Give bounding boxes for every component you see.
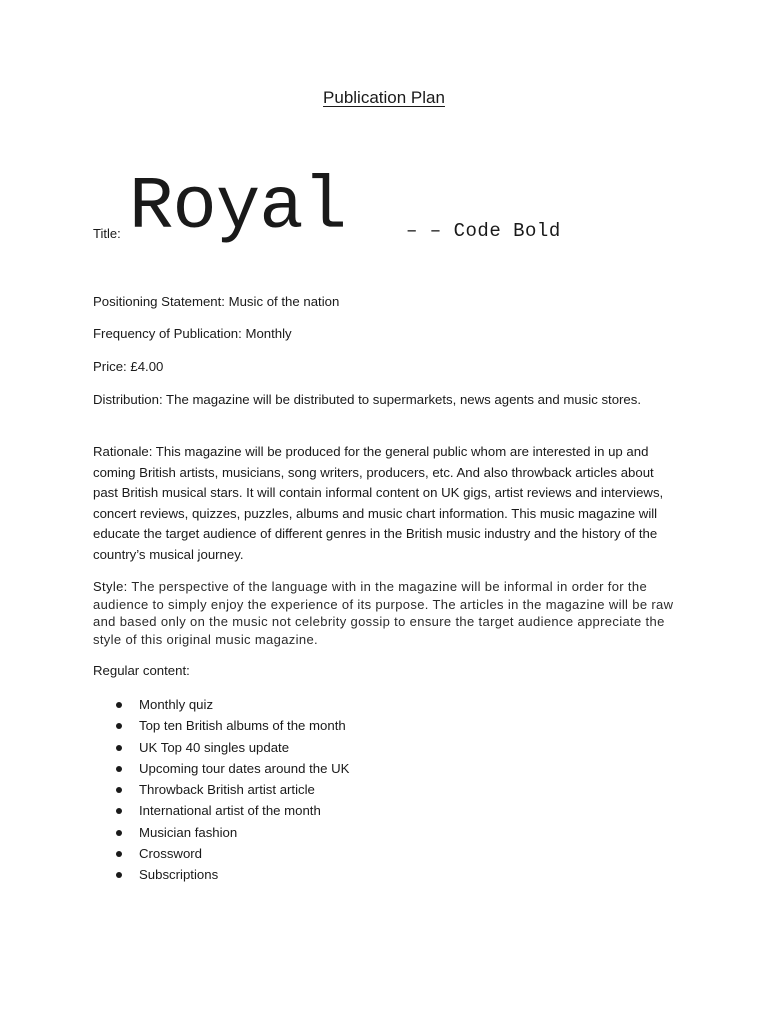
list-item: Throwback British artist article	[112, 779, 349, 800]
regular-content-list	[112, 694, 349, 886]
style-label: Style:	[93, 579, 128, 594]
bullet-icon	[116, 851, 122, 857]
publication-frequency: Frequency of Publication: Monthly	[93, 326, 292, 341]
regular-content-label: Regular content:	[93, 663, 190, 678]
list-item: UK Top 40 singles update	[112, 737, 349, 758]
list-item: International artist of the month	[112, 800, 349, 821]
bullet-icon	[116, 745, 122, 751]
bullet-icon	[116, 808, 122, 814]
style-section	[93, 578, 678, 649]
price: Price: £4.00	[93, 359, 164, 374]
bullet-icon	[116, 723, 122, 729]
title-font-note: – – Code Bold	[406, 220, 561, 242]
list-item: Crossword	[112, 843, 349, 864]
title-label: Title:	[93, 226, 121, 241]
list-item: Monthly quiz	[112, 694, 349, 715]
list-item: Top ten British albums of the month	[112, 715, 349, 736]
bullet-icon	[116, 702, 122, 708]
list-item: Musician fashion	[112, 822, 349, 843]
distribution: Distribution: The magazine will be distributed to supermarkets, news agents and music stores.	[93, 392, 642, 407]
rationale: Rationale: This magazine will be produced for the general public whom are interested in up and coming British artists, musicians, song writers, producers, etc. And also throwback articles about past British musical stars. It will contain informal content on UK gigs, artist reviews and interviews, concert reviews, quizzes, puzzles, albums and music chart information. This music magazine will educate the target audience of different genres in the British music industry and the history of the country’s musical journey.	[93, 444, 664, 562]
list-item: Upcoming tour dates around the UK	[112, 758, 349, 779]
page-title: Publication Plan	[323, 88, 445, 107]
bullet-icon	[116, 830, 122, 836]
bullet-icon	[116, 872, 122, 878]
bullet-icon	[116, 787, 122, 793]
bullet-icon	[116, 766, 122, 772]
style-text: The perspective of the language with in the magazine will be informal in order for the audience to simply enjoy the experience of its purpose. The articles in the magazine will be raw and based only on the music not celebrity gossip to ensure the target audience appreciate the style of this original music magazine.	[93, 579, 674, 648]
magazine-title: Royal	[129, 166, 347, 250]
list-item: Subscriptions	[112, 864, 349, 885]
positioning-statement: Positioning Statement: Music of the nation	[93, 294, 340, 309]
